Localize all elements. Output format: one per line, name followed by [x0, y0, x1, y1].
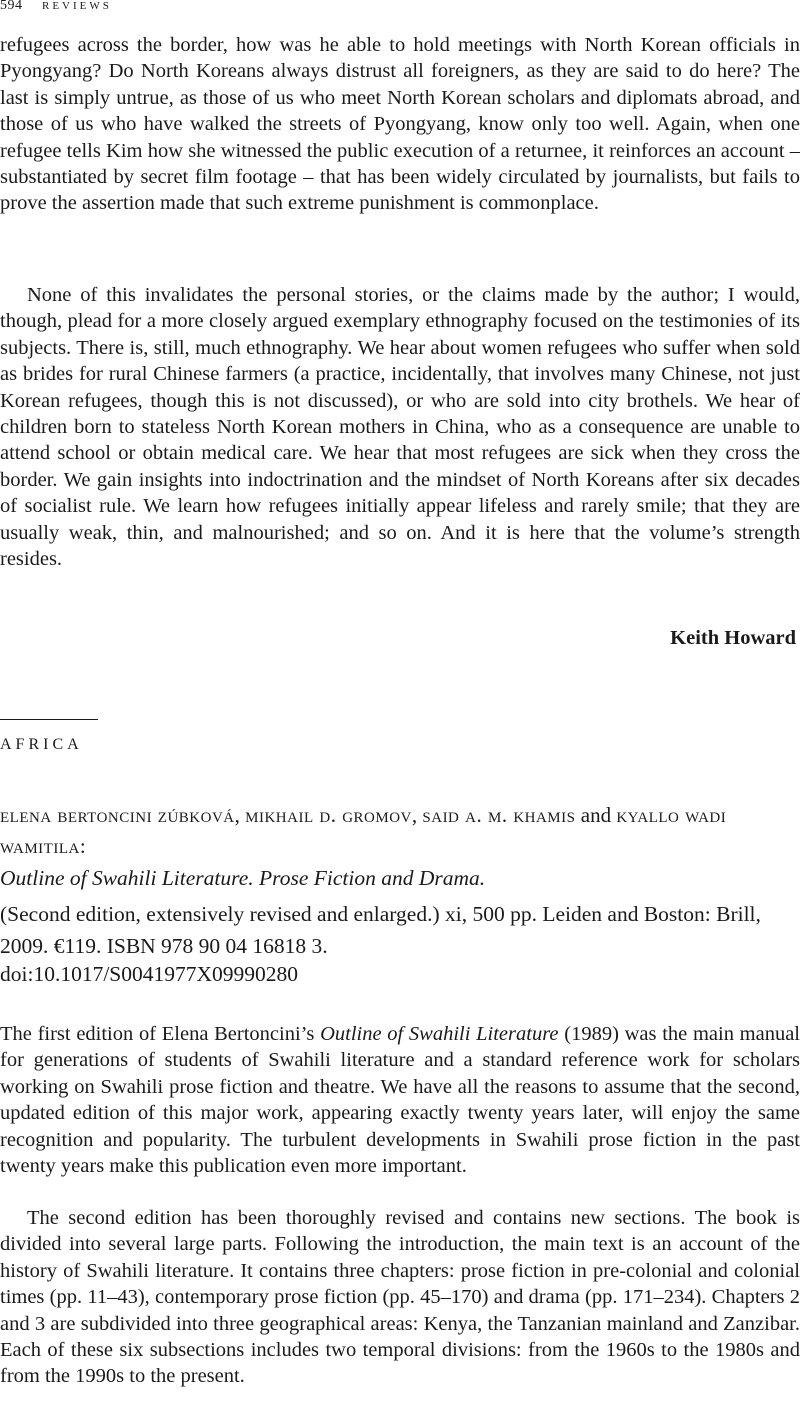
review1-paragraph-2-text: None of this invalidates the personal stories, or the claims made by the author; I would, though, plead for a more closely argued exemplary ethnography focused on the testimonies of its subjects. There is, still, much ethnography. We hear about women refugees who suffer when sold as brides for rural Chinese farmers (a practice, incidentally, that involves many Chinese, not just Korean refugees, though this is not discussed), or who are sold into city brothels. We hear of children born to stateless North Korean mothers in China, who as a consequence are unable to attend school or obtain medical care. We hear that most refugees are sick when they cross the border. We gain insights into indoctrination and the mindset of North Koreans after six decades of socialist rule. We learn how refugees initially appear lifeless and rarely smile; that they are usually weak, thin, and malnourished; and so on. And it is here that the volume’s strength resides.	[0, 284, 800, 571]
review2-paragraph-2	[0, 1205, 800, 1390]
review2-paragraph-2-text: The second edition has been thoroughly revised and contains new sections. The book is divided into several large parts. Following the introduction, the main text is an account of the history of Swahili literature. It contains three chapters: prose fiction in pre-colonial and colonial times (pp. 11–43), contemporary prose fiction (pp. 45–170) and drama (pp. 171–234). Chapters 2 and 3 are subdivided into three geographical areas: Kenya, the Tanzanian mainland and Zanzibar. Each of these six subsections includes two temporal divisions: from the 1960s to the 1980s and from the 1990s to the present.	[0, 1207, 800, 1388]
reviewer-name: Keith Howard	[670, 627, 796, 649]
section-heading: AFRICA	[0, 736, 83, 753]
review2-paragraph-1: The first edition of Elena Bertoncini’s Outline of Swahili Literature (1989) was the main manual for generations of students of Swahili literature and a standard reference work for scholars working on Swahili prose fiction and theatre. We have all the reasons to assume that the second, updated edition of this major work, appearing exactly twenty years later, will enjoy the same recognition and popularity. The turbulent developments in Swahili prose fiction in the past twenty years make this publication even more important.	[0, 1023, 800, 1178]
book-authors: elena bertoncini zúbková, mikhail d. gromov, said a. m. khamis and kyallo wadi wamitila:	[0, 803, 727, 858]
review1-paragraph-2	[0, 282, 800, 572]
book-doi: doi:10.1017/S0041977X09990280	[0, 962, 299, 986]
author-2: mikhail d. gromov	[245, 803, 412, 827]
author-3: said a. m. khamis	[422, 803, 576, 827]
book-title: Outline of Swahili Literature. Prose Fiction and Drama.	[0, 866, 486, 890]
author-conjunction: and	[580, 803, 612, 827]
section-divider	[0, 719, 98, 720]
author-4: kyallo wadi wamitila	[0, 803, 727, 858]
page-number: 594	[0, 0, 23, 13]
page-header	[0, 0, 800, 18]
author-1: elena bertoncini zúbková	[0, 803, 235, 827]
book-details: (Second edition, extensively revised and enlarged.) xi, 500 pp. Leiden and Boston: Brill, 2009. €119. ISBN 978 90 04 16818 3.	[0, 902, 761, 958]
review1-paragraph-1: refugees across the border, how was he able to hold meetings with North Korean officials in Pyongyang? Do North Koreans always distrust all foreigners, as they are said to do here? The last is simply untrue, as those of us who meet North Korean scholars and diplomats abroad, and those of us who have walked the streets of Pyongyang, know only too well. Again, when one refugee tells Kim how she witnessed the public execution of a returnee, it reinforces an account – substantiated by secret film footage – that has been widely circulated by journalists, but fails to prove the assertion made that such extreme punishment is commonplace.	[0, 34, 800, 215]
cited-title: Outline of Swahili Literature	[320, 1023, 559, 1045]
running-head: REVIEWS	[42, 0, 112, 12]
